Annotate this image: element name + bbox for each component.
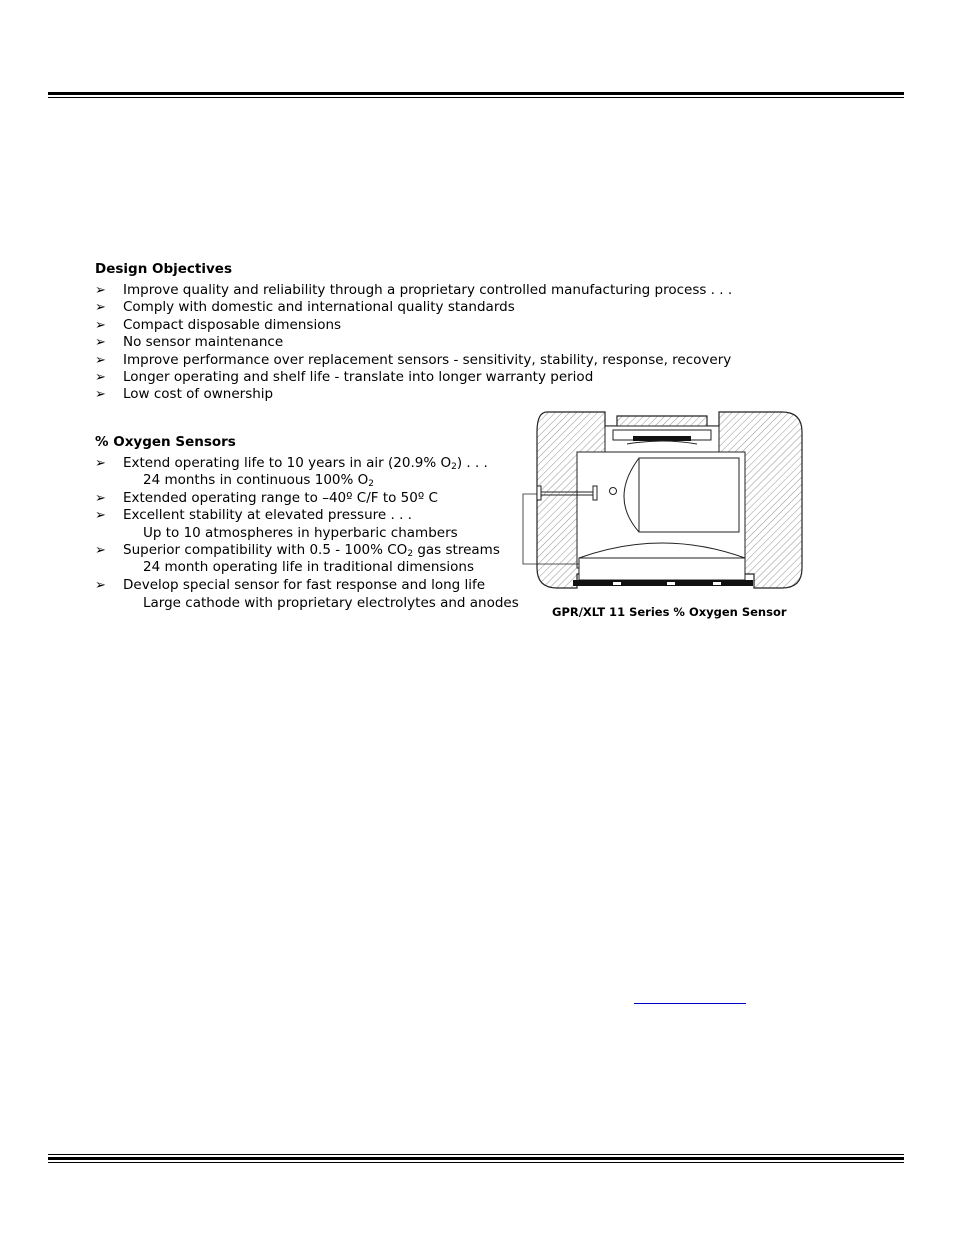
list-item: ➢ Extend operating life to 10 years in air (20.9% $O_2$) . . . <box>95 455 488 472</box>
list-item: ➢ Improve performance over replacement sensors - sensitivity, stability, response, recovery <box>95 351 732 368</box>
oxygen-sensors-list <box>95 455 519 613</box>
hyperlink-underline[interactable] <box>634 1003 746 1004</box>
list-item: ➢ No sensor maintenance <box>95 334 284 351</box>
list-item: ➢ Excellent stability at elevated pressure . . . <box>95 507 412 524</box>
oxygen-sensor-diagram <box>517 408 807 593</box>
list-item-detail: Large cathode with proprietary electrolytes and anodes <box>143 595 519 612</box>
arrow-bullet-icon: ➢ <box>95 317 106 333</box>
list-item: ➢ Extended operating range to –40º C/F to 50º C <box>95 489 438 506</box>
list-item: ➢ Longer operating and shelf life - translate into longer warranty period <box>95 368 594 385</box>
arrow-bullet-icon: ➢ <box>95 490 106 506</box>
list-item: ➢ Comply with domestic and international quality standards <box>95 299 515 316</box>
arrow-bullet-icon: ➢ <box>95 335 106 351</box>
bottom-rule <box>48 1152 904 1163</box>
arrow-bullet-icon: ➢ <box>95 456 106 471</box>
list-item-detail: 24 months in continuous 100% $O_2$ <box>143 472 374 490</box>
top-rule <box>48 92 904 98</box>
arrow-bullet-icon: ➢ <box>95 369 106 385</box>
list-item: ➢ Superior compatibility with 0.5 - 100% $CO_2$ gas streams <box>95 541 500 559</box>
list-item-detail: Up to 10 atmospheres in hyperbaric chambers <box>143 524 458 541</box>
list-item: ➢ Low cost of ownership <box>95 386 274 403</box>
design-objectives-list <box>95 282 732 404</box>
list-item-detail: 24 month operating life in traditional dimensions <box>143 559 475 576</box>
figure-caption: GPR/XLT 11 Series % Oxygen Sensor <box>552 605 787 619</box>
arrow-bullet-icon: ➢ <box>95 508 106 524</box>
arrow-bullet-icon: ➢ <box>95 300 106 316</box>
arrow-bullet-icon: ➢ <box>95 542 106 558</box>
arrow-bullet-icon: ➢ <box>95 577 106 593</box>
design-objectives-heading: Design Objectives <box>95 261 232 277</box>
arrow-bullet-icon: ➢ <box>95 283 106 298</box>
list-item: ➢ Improve quality and reliability through a proprietary controlled manufacturing process . . . <box>95 282 733 298</box>
list-item: ➢ Develop special sensor for fast response and long life <box>95 576 486 593</box>
oxygen-sensors-heading: % Oxygen Sensors <box>95 434 236 450</box>
arrow-bullet-icon: ➢ <box>95 352 106 368</box>
list-item: ➢ Compact disposable dimensions <box>95 316 342 333</box>
arrow-bullet-icon: ➢ <box>95 387 106 403</box>
